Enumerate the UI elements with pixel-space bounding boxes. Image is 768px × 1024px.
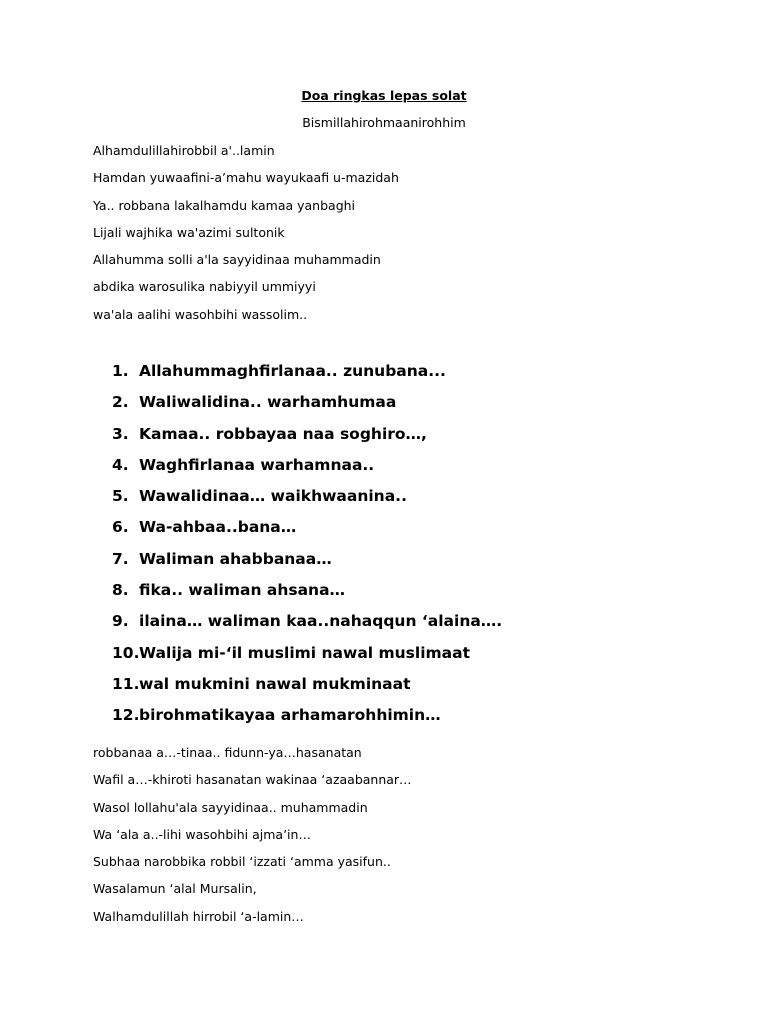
item-text: Waliman ahabbanaa… <box>139 549 332 568</box>
item-number: 4. <box>112 455 129 474</box>
numbered-item <box>112 392 502 423</box>
item-text: Waliwalidina.. warhamhumaa <box>139 393 397 412</box>
item-text: wal mukmini nawal mukminaat <box>139 674 411 693</box>
item-text: Wawalidinaa… waikhwaanina.. <box>139 487 407 506</box>
item-number: 1. <box>112 362 129 380</box>
numbered-item <box>112 486 502 517</box>
closing-line: Wafil a…-khiroti hasanatan wakinaa ‘azaabannar… <box>93 772 412 788</box>
item-number: 9. <box>112 612 129 631</box>
closing-line: robbanaa a…-tinaa.. fidunn-ya…hasanatan <box>93 745 362 760</box>
numbered-item <box>112 674 502 705</box>
closing-line: Subhaa narobbika robbil ‘izzati ‘amma yasifun.. <box>93 854 391 870</box>
item-text: ilaina… waliman kaa..nahaqqun ‘alaina…. <box>139 612 503 631</box>
item-number: 8. <box>112 581 129 600</box>
item-number: 12. <box>112 706 140 725</box>
item-number: 6. <box>112 518 129 537</box>
item-text: Allahummaghfirlanaa.. zunubana... <box>139 362 446 380</box>
numbered-item <box>112 455 502 486</box>
document-title: Doa ringkas lepas solat <box>301 88 467 103</box>
opening-line: Hamdan yuwaafini-a’mahu wayukaafi u-mazidah <box>93 170 399 186</box>
numbered-item <box>112 705 502 736</box>
numbered-item <box>112 580 502 611</box>
numbered-item <box>112 643 502 674</box>
opening-line: Lijali wajhika wa'azimi sultonik <box>93 224 285 240</box>
item-text: Walija mi-‘il muslimi nawal muslimaat <box>139 643 471 662</box>
numbered-item <box>112 517 502 548</box>
item-number: 3. <box>112 424 129 443</box>
closing-line: Wasalamun ‘alal Mursalin, <box>93 881 257 897</box>
opening-line: Ya.. robbana lakalhamdu kamaa yanbaghi <box>93 197 356 213</box>
item-text: birohmatikayaa arhamarohhimin… <box>139 706 441 725</box>
item-number: 2. <box>112 393 129 412</box>
opening-line: Allahumma solli a'la sayyidinaa muhammadin <box>93 252 381 268</box>
closing-line: Walhamdulillah hirrobil ‘a-lamin… <box>93 908 304 924</box>
opening-line: abdika warosulika nabiyyil ummiyyi <box>93 279 316 295</box>
opening-line: Alhamdulillahirobbil a'..lamin <box>93 143 275 158</box>
closing-line: Wa ‘ala a..-lihi wasohbihi ajma’in… <box>93 826 311 842</box>
item-text: Wa-ahbaa..bana… <box>139 518 297 537</box>
item-number: 5. <box>112 487 129 506</box>
item-text: fika.. waliman ahsana… <box>139 581 346 600</box>
closing-lines <box>93 745 412 936</box>
numbered-item <box>112 611 502 642</box>
item-number: 7. <box>112 549 129 568</box>
item-text: Kamaa.. robbayaa naa soghiro…, <box>139 424 427 443</box>
numbered-list <box>112 361 502 737</box>
opening-lines <box>93 143 399 334</box>
document-subtitle: Bismillahirohmaanirohhim <box>302 115 466 130</box>
item-text: Waghfirlanaa warhamnaa.. <box>139 455 375 474</box>
numbered-item <box>112 549 502 580</box>
item-number: 10. <box>112 643 140 662</box>
numbered-item <box>112 361 502 392</box>
opening-line: wa'ala aalihi wasohbihi wassolim.. <box>93 306 308 322</box>
item-number: 11. <box>112 674 140 693</box>
numbered-item <box>112 424 502 455</box>
closing-line: Wasol lollahu'ala sayyidinaa.. muhammadin <box>93 799 368 815</box>
